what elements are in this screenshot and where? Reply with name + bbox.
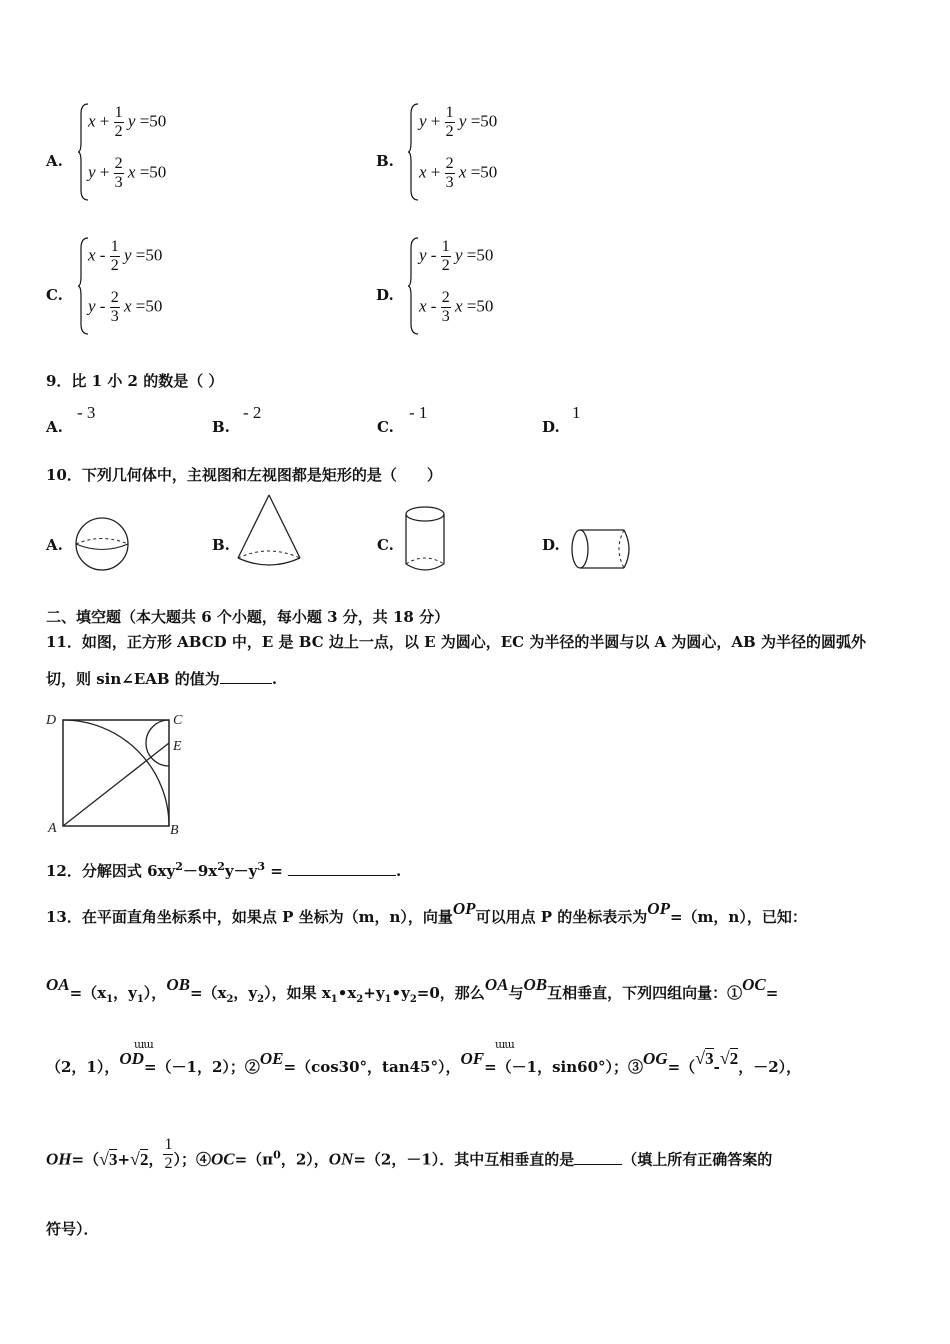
equation-2: y - $\frac{2}{3}$ x =50: [88, 289, 163, 325]
cylinder-horizontal-icon: [568, 526, 638, 574]
vector-ob: OB: [166, 975, 190, 994]
option-value: 1: [572, 403, 581, 422]
option-value: - 2: [243, 403, 262, 422]
option-label: D.: [542, 536, 560, 554]
vector-og: OG: [643, 1049, 668, 1068]
question-11-line-2: 切，则 sin∠EAB 的值为 .: [46, 670, 278, 688]
vector-op: OP: [452, 899, 476, 918]
sqrt-2: √2: [719, 1048, 739, 1068]
sqrt-2: √2: [130, 1148, 149, 1169]
option-label: A.: [46, 418, 63, 436]
vector-oa: OA: [46, 975, 70, 994]
arrow-marks: ɯɯ: [134, 1038, 153, 1051]
question-13-line-3: （2，1），OD=（－1，2）；②OE=（cos30°，tan45°），OF=（－1，sin60°）；③OG=（√3-√2，－2），: [46, 1048, 802, 1076]
sphere-icon: [72, 515, 132, 573]
vector-of: OF: [460, 1049, 485, 1068]
question-13-line-1: 13．在平面直角坐标系中，如果点 P 坐标为（m，n），向量OP可以用点 P 的坐标表示为OP=（m，n），已知：: [46, 899, 807, 926]
equation-1: x + $\frac{1}{2}$ y =50: [88, 104, 167, 140]
equation-1: x - $\frac{1}{2}$ y =50: [88, 238, 163, 274]
vector-on: ON: [328, 1149, 354, 1169]
cone-icon: [234, 492, 304, 572]
equation-1: y - $\frac{1}{2}$ y =50: [419, 238, 494, 274]
option-label: A.: [46, 152, 63, 170]
equation-2: x - $\frac{2}{3}$ x =50: [419, 289, 494, 325]
vector-oe: OE: [259, 1049, 284, 1068]
vector-oa: OA: [484, 975, 509, 994]
section-heading: 二、填空题（本大题共 6 个小题，每小题 3 分，共 18 分）: [46, 608, 450, 626]
option-label: B.: [212, 536, 230, 554]
square-figure: [44, 708, 194, 840]
option-label: A.: [46, 536, 63, 554]
point-label-a: A: [48, 821, 57, 836]
point-label-b: B: [170, 823, 179, 838]
equation-2: x + $\frac{2}{3}$ x =50: [419, 155, 498, 191]
vector-oc: OC: [210, 1149, 235, 1169]
question-12: 12．分解因式 $6xy^2-9x^2y-y^3$ = .: [46, 860, 402, 880]
sqrt-3: √3: [695, 1048, 714, 1068]
option-label: C.: [377, 418, 394, 436]
vector-oh: OH: [46, 1149, 72, 1169]
option-label: D.: [542, 418, 560, 436]
question-10-stem: 10．下列几何体中，主视图和左视图都是矩形的是（ ）: [46, 466, 442, 484]
question-9-stem: 9．比 1 小 2 的数是（ ）: [46, 372, 224, 390]
question-13-line-4: OH=（√3+√2， $\frac{1}{2}$ ）；$④OC=(\pi^0$，2），ON=（2，－1）．其中互相垂直的是 （填上所有正确答案的: [46, 1136, 773, 1172]
arrow-marks: ɯɯ: [495, 1038, 514, 1051]
option-label: C.: [377, 536, 394, 554]
option-label: B.: [212, 418, 230, 436]
point-label-c: C: [173, 713, 183, 728]
equation-1: y + $\frac{1}{2}$ y =50: [419, 104, 498, 140]
option-label: B.: [376, 152, 394, 170]
sqrt-3: √3: [99, 1148, 118, 1169]
option-value: - 3: [77, 403, 96, 422]
question-13-line-5: 符号）．: [46, 1220, 99, 1238]
option-value: - 1: [409, 403, 428, 422]
question-13-line-2: $OA=(x_1$，$y_1$），$OB=(x_2$，$y_2$），如果 $x_1•x_2+y_1•y_2=0$，那么OA与OB互相垂直，下列四组向量：①OC=: [46, 975, 779, 1005]
equation-2: y + $\frac{2}{3}$ x =50: [88, 155, 167, 191]
option-label: D.: [376, 286, 394, 304]
vector-od: OD: [119, 1049, 144, 1068]
option-label: C.: [46, 286, 63, 304]
vector-op: OP: [647, 899, 670, 918]
vector-ob: OB: [523, 975, 548, 994]
cylinder-upright-icon: [402, 504, 448, 574]
point-label-e: E: [173, 739, 182, 754]
vector-oc: OC: [742, 975, 766, 994]
point-label-d: D: [46, 713, 57, 728]
question-11-line-1: 11．如图，正方形 ABCD 中，E 是 BC 边上一点，以 E 为圆心，EC 为半径的半圆与以 A 为圆心，AB 为半径的圆弧外: [46, 633, 866, 651]
